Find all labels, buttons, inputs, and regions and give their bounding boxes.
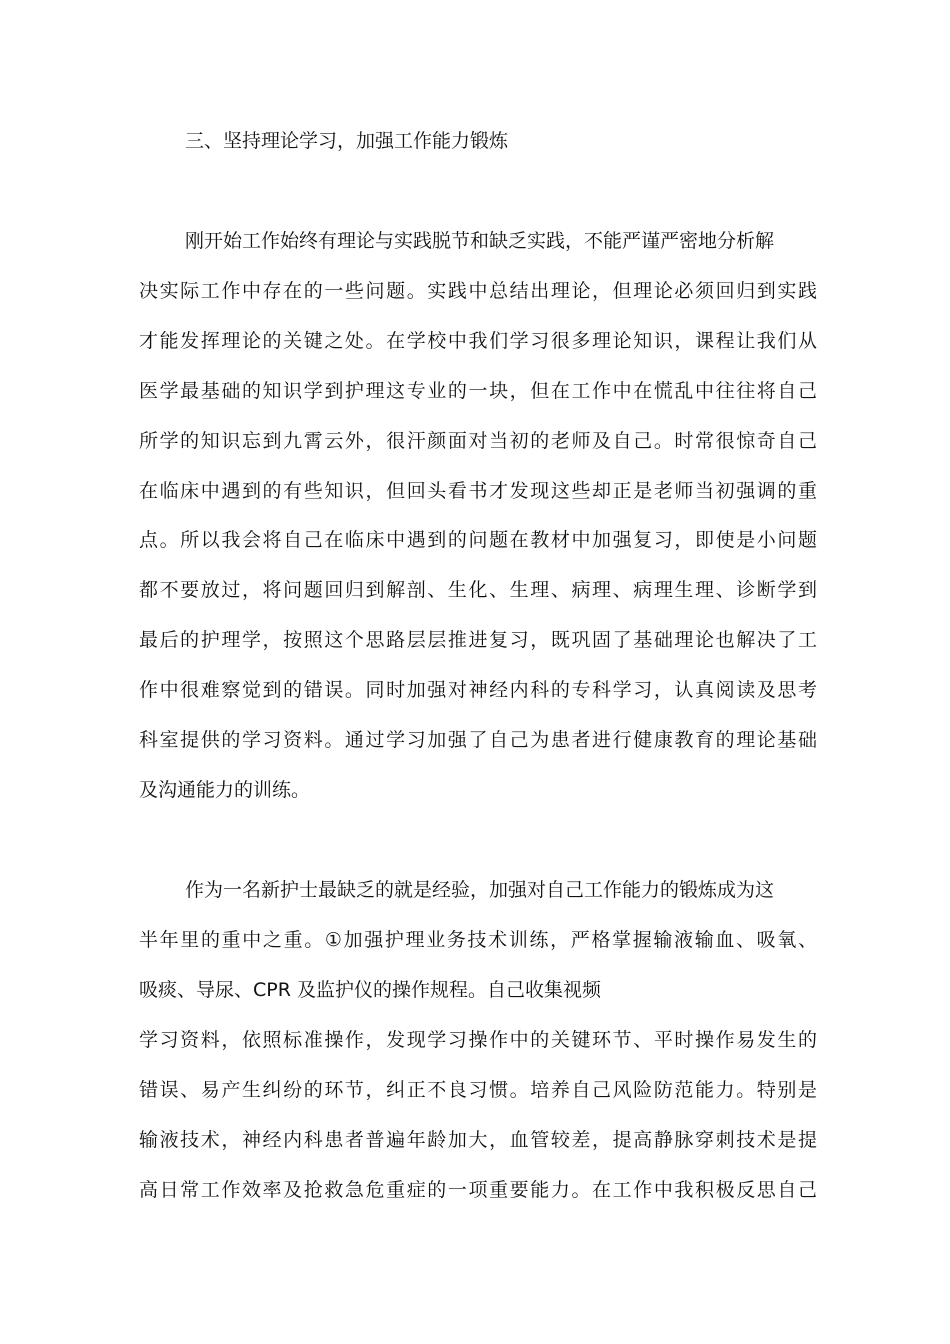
paragraph-line: 所学的知识忘到九霄云外，很汗颜面对当初的老师及自己。时常很惊奇自己 (139, 430, 817, 452)
paragraph-line: 半年里的重中之重。①加强护理业务技术训练，严格掌握输液输血、吸氧、 (139, 929, 817, 951)
paragraph-line: 刚开始工作始终有理论与实践脱节和缺乏实践，不能严谨严密地分析解 (185, 230, 775, 252)
paragraph-line: 决实际工作中存在的一些问题。实践中总结出理论，但理论必须回归到实践 (139, 280, 817, 302)
paragraph-line: 点。所以我会将自己在临床中遇到的问题在教材中加强复习，即使是小问题 (139, 529, 817, 551)
paragraph-line: 最后的护理学，按照这个思路层层推进复习，既巩固了基础理论也解决了工 (139, 629, 817, 651)
paragraph-line: 错误、易产生纠纷的环节，纠正不良习惯。培养自己风险防范能力。特别是 (139, 1079, 817, 1101)
paragraph-line: 学习资料，依照标准操作，发现学习操作中的关键环节、平时操作易发生的 (139, 1029, 817, 1051)
paragraph-line: 及沟通能力的训练。 (139, 779, 311, 801)
paragraph-line: 在临床中遇到的有些知识，但回头看书才发现这些却正是老师当初强调的重 (139, 480, 817, 502)
paragraph-line: 吸痰、导尿、CPR 及监护仪的操作规程。自己收集视频 (139, 979, 601, 1001)
paragraph-line: 才能发挥理论的关键之处。在学校中我们学习很多理论知识，课程让我们从 (139, 330, 817, 352)
paragraph-line: 输液技术，神经内科患者普遍年龄加大，血管较差，提高静脉穿刺技术是提 (139, 1129, 817, 1151)
paragraph-line: 高日常工作效率及抢救急危重症的一项重要能力。在工作中我积极反思自己 (139, 1179, 817, 1201)
paragraph-line: 都不要放过，将问题回归到解剖、生化、生理、病理、病理生理、诊断学到 (139, 579, 817, 601)
paragraph-line: 科室提供的学习资料。通过学习加强了自己为患者进行健康教育的理论基础 (139, 729, 817, 751)
paragraph-line: 作中很难察觉到的错误。同时加强对神经内科的专科学习，认真阅读及思考 (139, 679, 817, 701)
paragraph-line: 作为一名新护士最缺乏的就是经验，加强对自己工作能力的锻炼成为这 (185, 879, 775, 901)
paragraph-line: 医学最基础的知识学到护理这专业的一块，但在工作中在慌乱中往往将自己 (139, 380, 817, 402)
section-heading: 三、坚持理论学习，加强工作能力锻炼 (185, 130, 509, 152)
